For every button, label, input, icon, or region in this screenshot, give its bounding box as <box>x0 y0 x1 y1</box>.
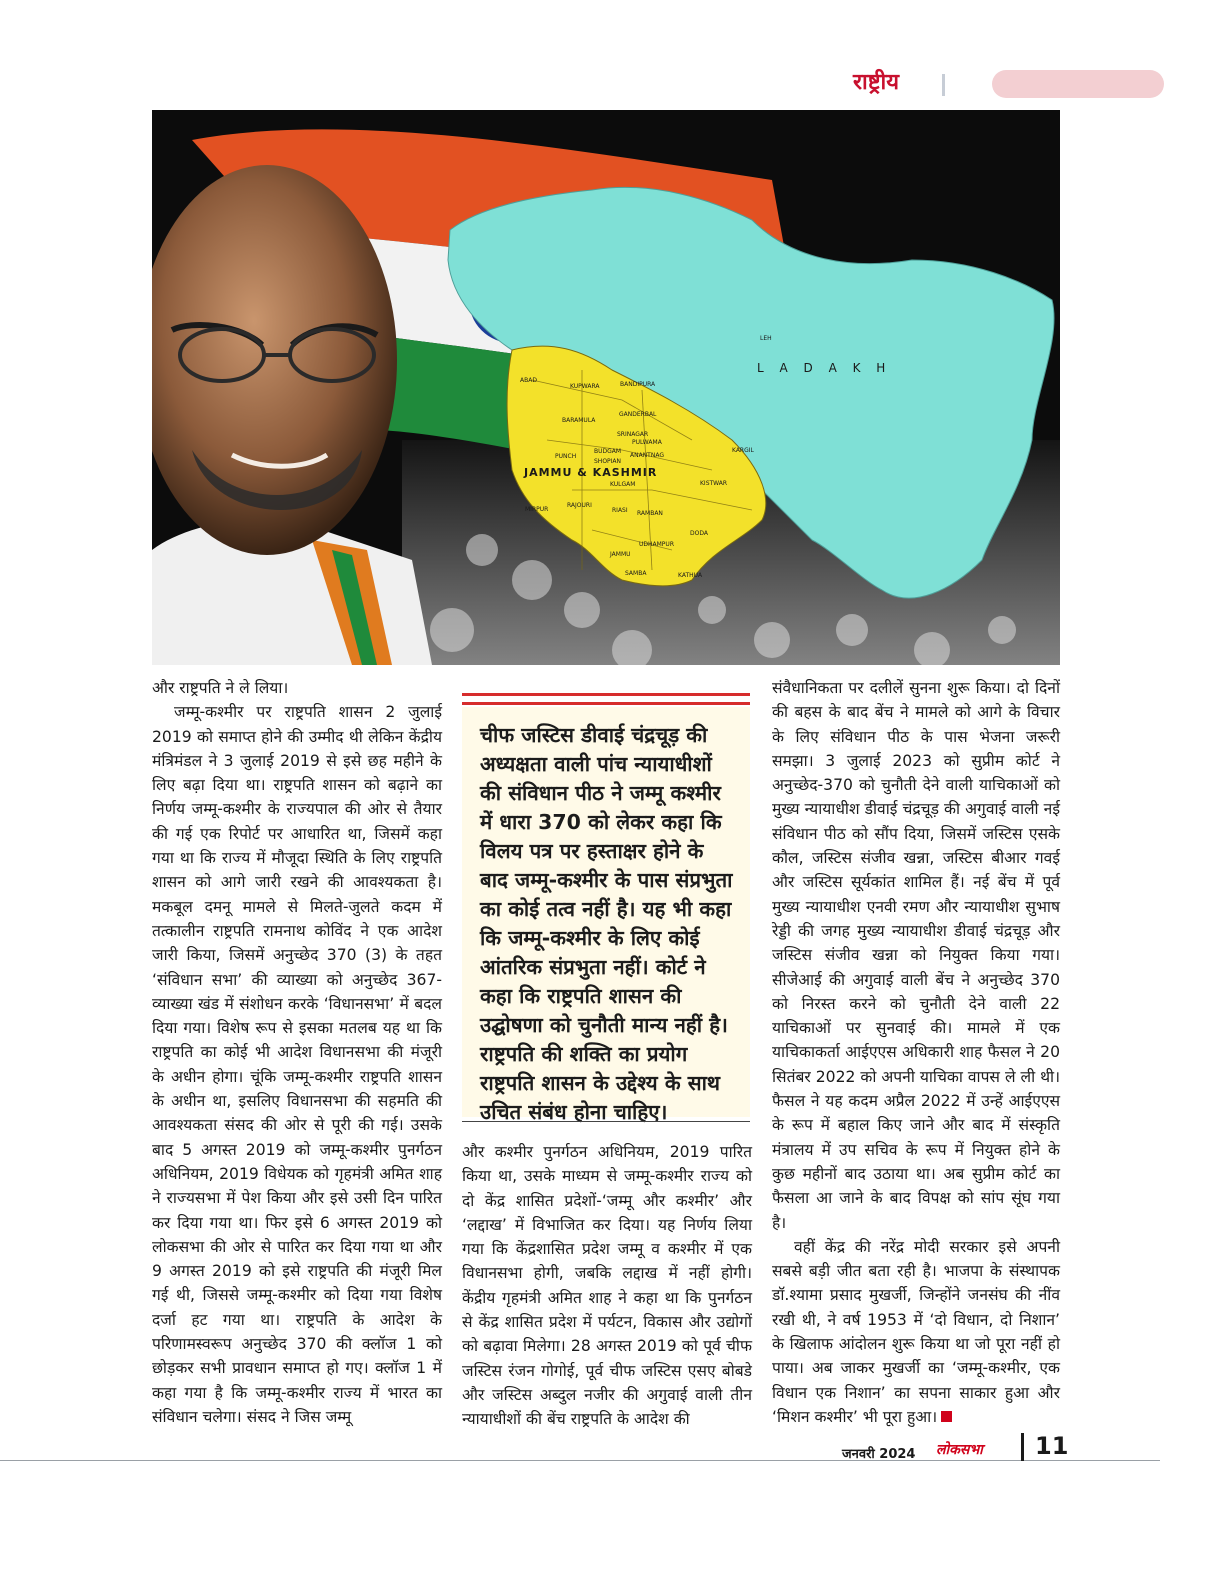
hero-illustration <box>152 110 1060 665</box>
map-label: PUNCH <box>555 453 577 460</box>
paragraph: और राष्ट्रपति ने ले लिया। <box>152 679 289 697</box>
footer-divider <box>1021 1433 1024 1461</box>
header-decoration <box>992 70 1164 98</box>
paragraph: और कश्मीर पुनर्गठन अधिनियम, 2019 पारित किया था, उसके माध्यम से जम्मू-कश्मीर राज्य को दो केंद्र शासित प्रदेशों-‘जम्मू और कश्मीर’ और ‘लद्दाख’ में विभाजित कर दिया। यह निर्णय लिया गया कि केंद्रशासित प्रदेश जम्मू व कश्मीर में एक विधानसभा होगी, जबकि लद्दाख में नहीं होगी। केंद्रीय गृहमंत्री अमित शाह ने कहा था कि पुनर्गठन से केंद्र शासित प्रदेश में पर्यटन, विकास और उद्योगों को बढ़ावा मिलेगा। 28 अगस्त 2019 को पूर्व चीफ जस्टिस रंजन गोगोई, पूर्व चीफ जस्टिस एसए बोबडे और जस्टिस अब्दुल नजीर की अगुवाई वाली तीन न्यायाधीशों की बेंच राष्ट्रपति के आदेश की <box>462 1143 752 1429</box>
header-divider <box>942 74 945 96</box>
paragraph: जम्मू-कश्मीर पर राष्ट्रपति शासन 2 जुलाई 2019 को समाप्त होने की उम्मीद थी लेकिन केंद्रीय मंत्रिमंडल ने 3 जुलाई 2019 से इसे छह महीने के लिए बढ़ा दिया था। राष्ट्रपति शासन को बढ़ाने का निर्णय जम्मू-कश्मीर के राज्यपाल की ओर से तैयार की गई एक रिपोर्ट पर आधारित था, जिसमें कहा गया था कि राज्य में मौजूदा स्थिति के लिए राष्ट्रपति शासन को आगे जारी रखने की आवश्यकता है। मकबूल दमनू मामले से मिलते-जुलते कदम में तत्कालीन राष्ट्रपति रामनाथ कोविंद ने एक आदेश जारी किया, जिसमें अनुच्छेद 370 (3) के तहत ‘संविधान सभा’ की व्याख्या को अनुच्छेद 367-व्याख्या खंड में संशोधन करके ‘विधानसभा’ में बदल दिया गया। विशेष रूप से इसका मतलब यह था कि राष्ट्रपति का कोई भी आदेश विधानसभा की मंजूरी के अधीन होगा। चूंकि जम्मू-कश्मीर राष्ट्रपति शासन के अधीन था, इसलिए विधानसभा की सहमति की आवश्यकता संसद की ओर से पूरी की गई। उसके बाद 5 अगस्त 2019 को जम्मू-कश्मीर पुनर्गठन अधिनियम, 2019 विधेयक को गृहमंत्री अमित शाह ने राज्यसभा में पेश किया और इसे उसी दिन पारित कर दिया गया था। फिर इसे 6 अगस्त 2019 को लोकसभा की ओर से पारित कर दिया गया था और 9 अगस्त 2019 को इसे राष्ट्रपति की मंजूरी मिल गई थी, जिससे जम्मू-कश्मीर को दिया गया विशेष दर्जा हट गया था। राष्ट्रपति के आदेश के परिणामस्वरूप अनुच्छेद 370 की क्लॉज 1 को छोड़कर सभी प्रावधान समाप्त हो गए। क्लॉज 1 में कहा गया है कि जम्मू-कश्मीर राज्य में भारत का संविधान चलेगा। संसद ने जिस जम्मू <box>152 703 442 1426</box>
map-label: PULWAMA <box>632 439 662 446</box>
map-label: RAMBAN <box>637 510 663 517</box>
map-label: ANANTNAG <box>630 452 664 459</box>
paragraph: वहीं केंद्र की नरेंद्र मोदी सरकार इसे अपनी सबसे बड़ी जीत बता रही है। भाजपा के संस्थापक डॉ.श्यामा प्रसाद मुखर्जी, जिन्होंने जनसंघ की नींव रखी थी, ने वर्ष 1953 में ‘दो विधान, दो निशान’ के खिलाफ आंदोलन शुरू किया था जो पूरा नहीं हो पाया। अब जाकर मुखर्जी का ‘जम्मू-कश्मीर, एक विधान एक निशान’ का सपना साकार हुआ और ‘मिशन कश्मीर’ भी पूरा हुआ। <box>772 1237 1060 1426</box>
map-label: KATHUA <box>678 572 703 579</box>
map-label: L A D A K H <box>757 361 892 375</box>
hero-image <box>152 110 1060 665</box>
map-label: JAMMU <box>610 551 631 558</box>
map-label: UDHAMPUR <box>639 541 674 548</box>
page-number: 11 <box>1035 1432 1069 1460</box>
end-mark-icon <box>941 1411 952 1422</box>
pull-quote-rule <box>462 693 750 705</box>
map-label: KISTWAR <box>700 480 728 487</box>
map-label: SAMBA <box>625 570 647 577</box>
section-label: राष्ट्रीय <box>853 70 900 95</box>
pull-quote-bottom-rule <box>462 1121 750 1122</box>
map-label: KARGIL <box>732 447 754 454</box>
map-label: KUPWARA <box>570 383 600 390</box>
map-label: RIASI <box>612 507 628 514</box>
footer-rule <box>0 1460 1160 1461</box>
paragraph: संवैधानिकता पर दलीलें सुनना शुरू किया। दो दिनों की बहस के बाद बेंच ने मामले को आगे के विचार के लिए संविधान पीठ के पास भेजना जरूरी समझा। 3 जुलाई 2023 को सुप्रीम कोर्ट ने अनुच्छेद-370 को चुनौती देने वाली याचिकाओं को मुख्य न्यायाधीश डीवाई चंद्रचूड़ की अगुवाई वाली नई संविधान पीठ को सौंप दिया, जिसमें जस्टिस एसके कौल, जस्टिस संजीव खन्ना, जस्टिस बीआर गवई और जस्टिस सूर्यकांत शामिल हैं। नई बेंच में पूर्व मुख्य न्यायाधीश एनवी रमण और न्यायाधीश सुभाष रेड्डी की जगह मुख्य न्यायाधीश डीवाई चंद्रचूड़ और जस्टिस संजीव खन्ना को नियुक्त किया गया। सीजेआई की अगुवाई वाली बेंच ने अनुच्छेद 370 को निरस्त करने को चुनौती देने वाली 22 याचिकाओं पर सुनवाई की। मामले में एक याचिकाकर्ता आईएएस अधिकारी शाह फैसल ने 20 सितंबर 2022 को अपनी याचिका वापस ले ली थी। फैसल ने यह कदम अप्रैल 2022 में उन्हें आईएएस के रूप में बहाल किए जाने और बाद में संस्कृति मंत्रालय में उप सचिव के रूप में नियुक्त होने के कुछ महीनों बाद उठाया था। अब सुप्रीम कोर्ट का फैसला आ जाने के बाद विपक्ष को सांप सूंघ गया है। <box>772 679 1060 1232</box>
magazine-logo: लोकसभा <box>936 1442 983 1458</box>
map-label: BANDIPURA <box>620 381 656 388</box>
map-label: BARAMULA <box>562 417 596 424</box>
map-label: KULGAM <box>610 481 636 488</box>
map-label: BUDGAM <box>594 448 622 455</box>
map-label: SHOPIAN <box>594 458 622 465</box>
pull-quote <box>462 707 750 1124</box>
article-column-2 <box>462 1140 752 1432</box>
map-label: RAJOURI <box>567 502 592 509</box>
article-column-1 <box>152 676 442 1429</box>
map-label: LEH <box>760 335 772 342</box>
map-label: SRINAGAR <box>617 431 649 438</box>
map-label: MIRPUR <box>525 506 549 513</box>
map-label: GANDERBAL <box>619 411 657 418</box>
map-label: DODA <box>690 530 708 537</box>
map-label: JAMMU & KASHMIR <box>524 466 658 479</box>
pull-quote-text: चीफ जस्टिस डीवाई चंद्रचूड़ की अध्यक्षता वाली पांच न्यायाधीशों की संविधान पीठ ने जम्मू कश्मीर में धारा 370 को लेकर कहा कि विलय पत्र पर हस्ताक्षर होने के बाद जम्मू-कश्मीर के पास संप्रभुता का कोई तत्व नहीं है। यह भी कहा कि जम्मू-कश्मीर के लिए कोई आंतरिक संप्रभुता नहीं। कोर्ट ने कहा कि राष्ट्रपति शासन की उद्घोषणा को चुनौती मान्य नहीं है। राष्ट्रपति की शक्ति का प्रयोग राष्ट्रपति शासन के उद्देश्य के साथ उचित संबंध होना चाहिए। <box>480 723 733 1124</box>
issue-date: जनवरी 2024 <box>842 1447 916 1462</box>
article-column-3 <box>772 676 1060 1429</box>
map-label: ABAD <box>520 377 537 384</box>
